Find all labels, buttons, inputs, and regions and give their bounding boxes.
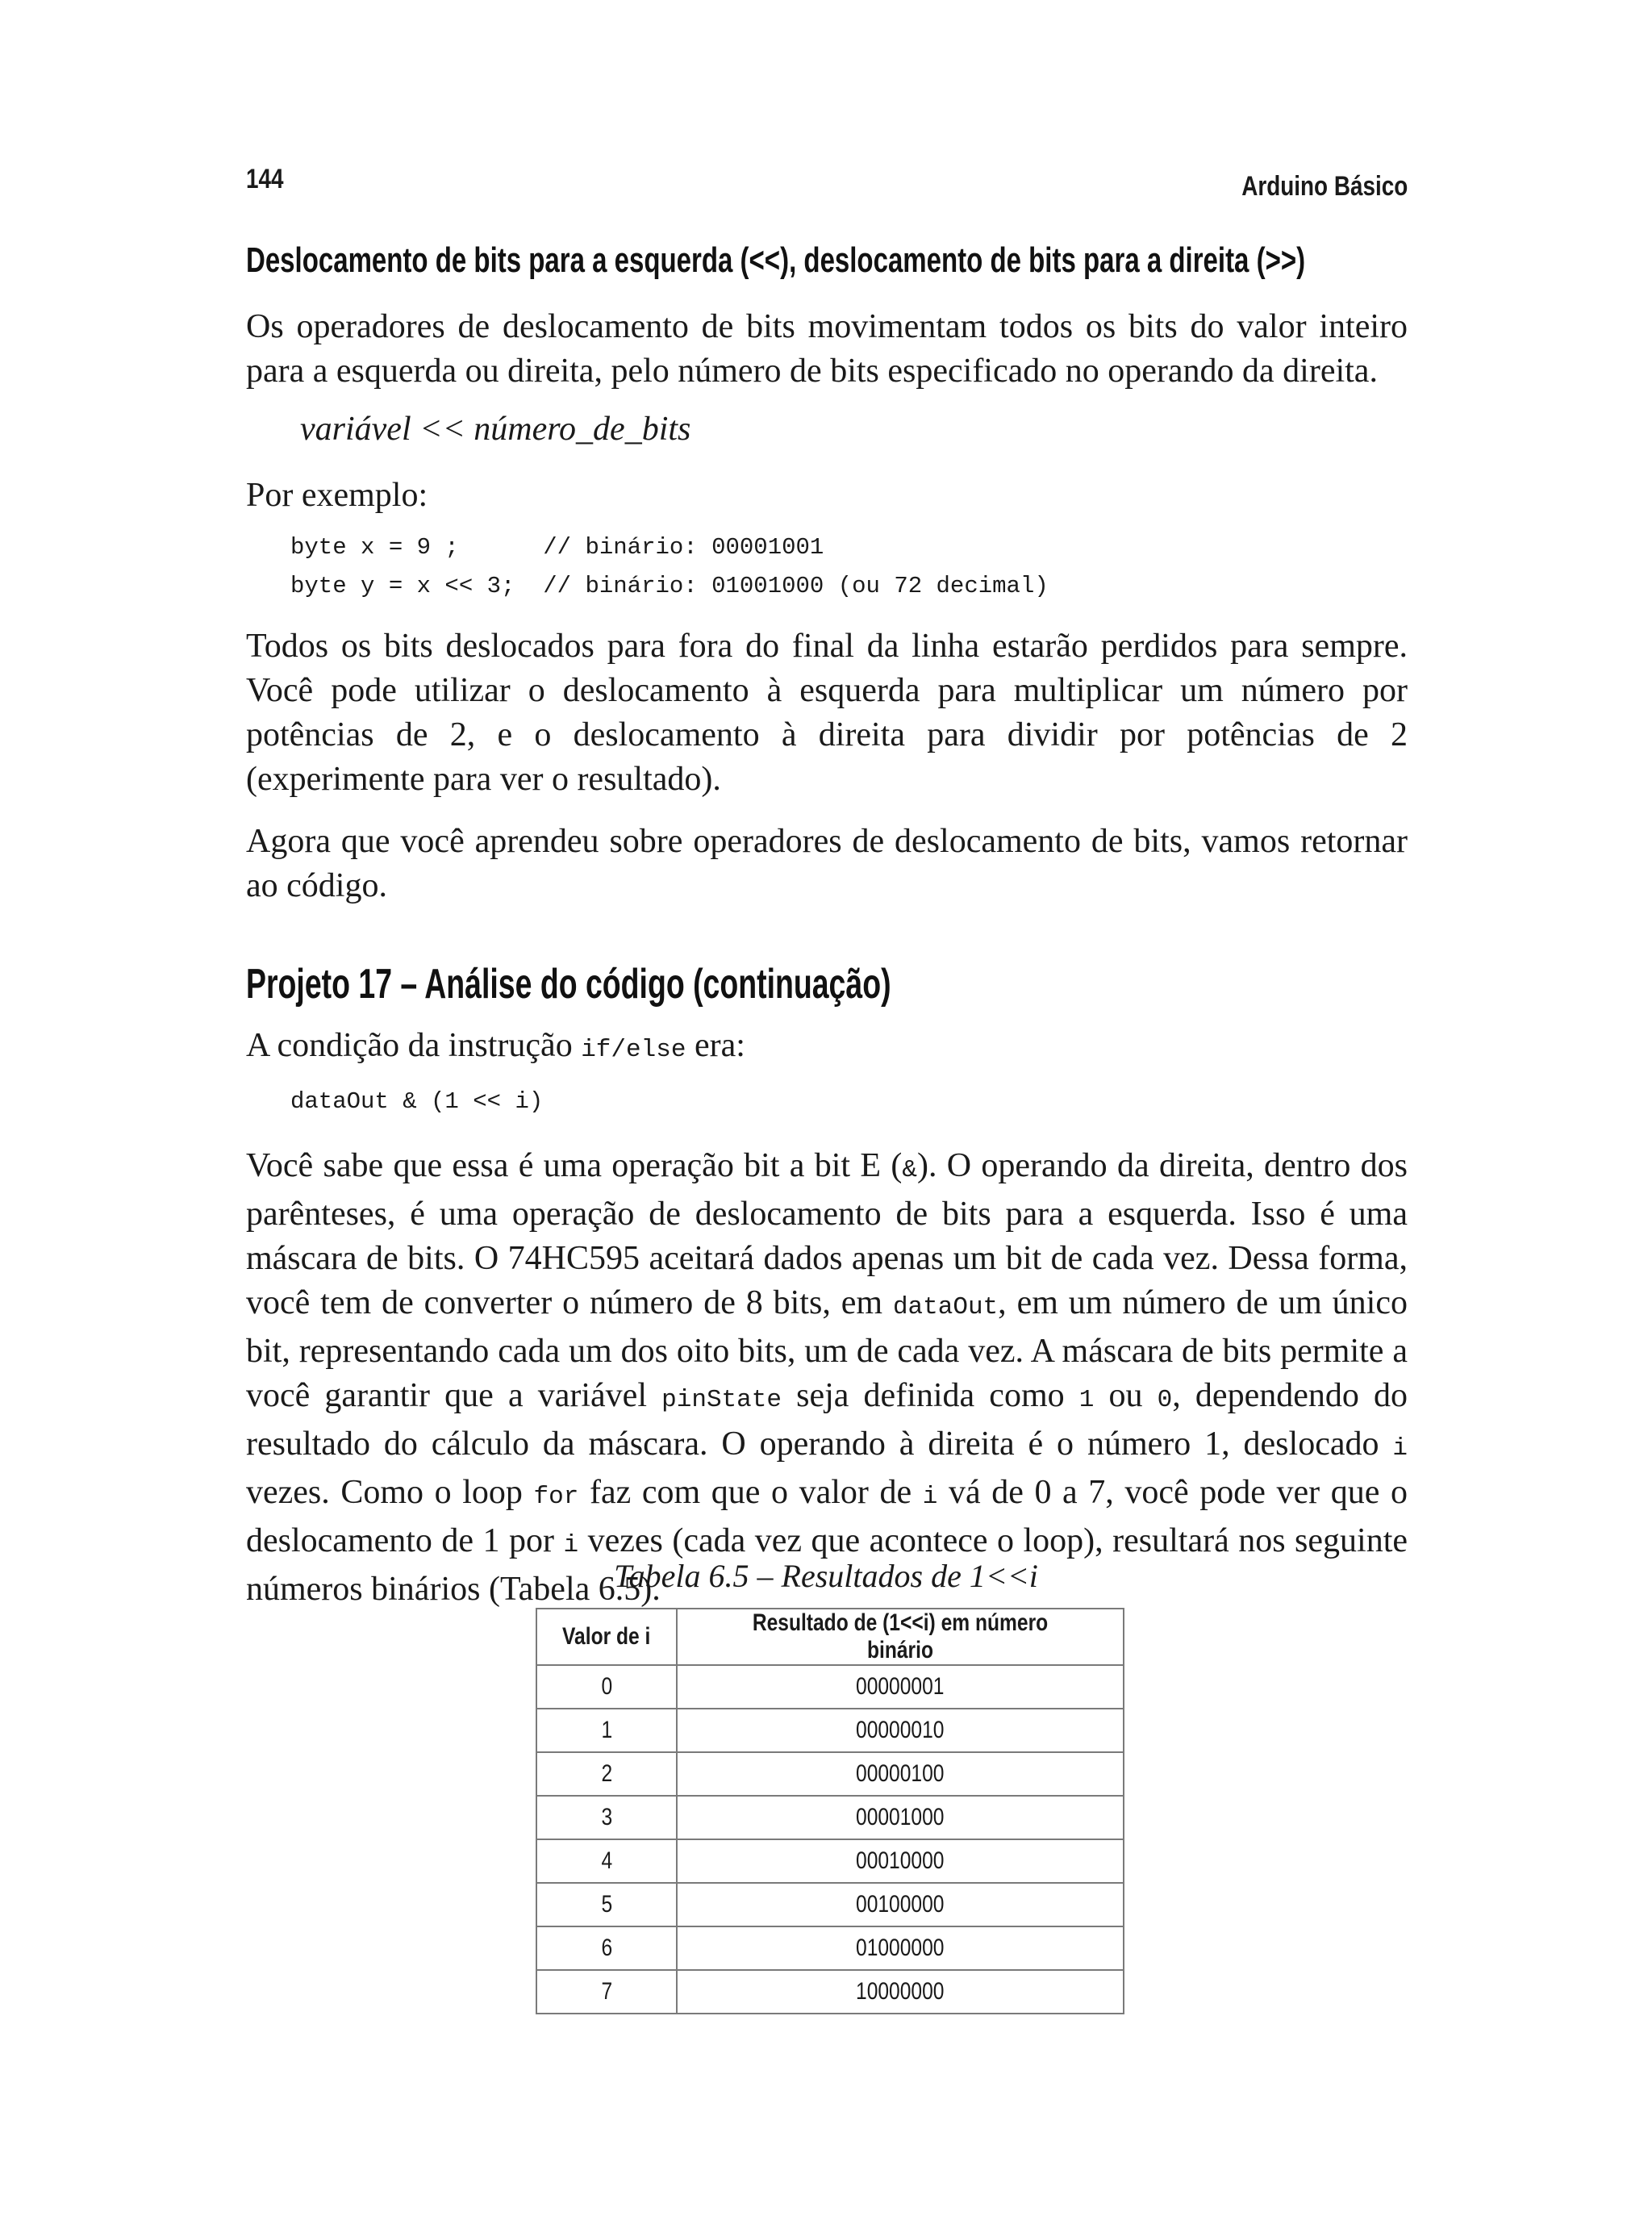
paragraph-bitmask-explanation <box>246 1144 1408 1612</box>
section-heading-project-17: Projeto 17 – Análise do código (continuação) <box>246 961 891 1008</box>
explanation-text: Você sabe que essa é uma operação bit a bit E ( <box>246 1147 903 1184</box>
cell-value-of-i: 5 <box>536 1883 677 1926</box>
running-header-title: Arduino Básico <box>1241 171 1408 202</box>
cell-value-of-i: 7 <box>536 1970 677 2014</box>
explanation-text: ou <box>1094 1377 1158 1414</box>
cell-binary-result: 01000000 <box>677 1926 1124 1970</box>
code-condition-line: dataOut & (1 << i) <box>290 1088 544 1115</box>
cell-value-of-i: 0 <box>536 1665 677 1709</box>
page-number: 144 <box>246 164 284 194</box>
inline-code: if/else <box>581 1036 686 1064</box>
cell-binary-result: 00001000 <box>677 1796 1124 1839</box>
results-table <box>536 1608 1124 2014</box>
condition-intro-text: era: <box>686 1027 745 1064</box>
table-row <box>536 1752 1124 1796</box>
condition-intro <box>246 1026 745 1065</box>
cell-binary-result: 00000010 <box>677 1709 1124 1752</box>
explanation-text: faz com que o valor de <box>578 1474 923 1511</box>
paragraph-return-to-code: Agora que você aprendeu sobre operadores de deslocamento de bits, vamos retornar ao código. <box>246 823 1408 904</box>
inline-code: i <box>922 1483 938 1511</box>
example-label: Por exemplo: <box>246 477 428 514</box>
explanation-text: , em um número de um único bit, representando cada um dos oito bits, um de cada vez. A máscara de bits permite a você garantir que a variável <box>246 1284 1408 1414</box>
table-row <box>536 1796 1124 1839</box>
cell-value-of-i: 2 <box>536 1752 677 1796</box>
table-row <box>536 1665 1124 1709</box>
table-row <box>536 1883 1124 1926</box>
cell-binary-result: 00000001 <box>677 1665 1124 1709</box>
inline-code: i <box>1392 1434 1408 1463</box>
explanation-text: vezes (cada vez que acontece o loop), resultará nos seguinte números binários (Tabela 6.5). <box>246 1522 1408 1608</box>
inline-code: dataOut <box>892 1293 999 1321</box>
condition-intro-text: A condição da instrução <box>246 1027 582 1064</box>
inline-code: i <box>563 1531 579 1559</box>
inline-code: & <box>902 1156 917 1184</box>
inline-code: for <box>533 1483 579 1511</box>
table-header-row <box>536 1609 1124 1665</box>
table-row <box>536 1709 1124 1752</box>
explanation-text: vezes. Como o loop <box>246 1474 534 1511</box>
cell-value-of-i: 3 <box>536 1796 677 1839</box>
paragraph-lost-bits: Todos os bits deslocados para fora do final da linha estarão perdidos para sempre. Você pode utilizar o deslocamento à esquerda para multiplicar um número por potências de 2, e o deslocamento à direita para dividir por potências de 2 (experimente para ver o resultado). <box>246 628 1408 798</box>
column-header: Resultado de (1<<i) em número binário <box>677 1609 1124 1665</box>
table-row <box>536 1970 1124 2014</box>
table-body <box>536 1665 1124 2014</box>
paragraph-shift-intro: Os operadores de deslocamento de bits movimentam todos os bits do valor inteiro para a esquerda ou direita, pelo número de bits especificado no operando da direita. <box>246 308 1408 390</box>
table-row <box>536 1839 1124 1883</box>
shift-syntax-formula: variável << número_de_bits <box>300 411 691 448</box>
explanation-text: , dependendo do resultado do cálculo da máscara. O operando à direita é o número 1, deslocado <box>246 1377 1408 1463</box>
column-header: Valor de i <box>536 1609 677 1665</box>
table-caption: Tabela 6.5 – Resultados de 1<<i <box>614 1558 1038 1594</box>
table-row <box>536 1926 1124 1970</box>
inline-code: pinState <box>661 1386 782 1414</box>
explanation-text: vá de 0 a 7, você pode ver que o deslocamento de 1 por <box>246 1474 1408 1559</box>
cell-binary-result: 00100000 <box>677 1883 1124 1926</box>
section-heading-bit-shift: Deslocamento de bits para a esquerda (<<), deslocamento de bits para a direita (>>) <box>246 240 1306 280</box>
explanation-text: ). O operando da direita, dentro dos parênteses, é uma operação de deslocamento de bits para a esquerda. Isso é uma máscara de bits. O 74HC595 aceitará dados apenas um bit de cada vez. Dessa forma, você tem de converter o número de 8 bits, em <box>246 1147 1408 1321</box>
inline-code: 1 <box>1078 1386 1095 1414</box>
code-example-block <box>290 528 1049 606</box>
cell-value-of-i: 6 <box>536 1926 677 1970</box>
cell-binary-result: 00010000 <box>677 1839 1124 1883</box>
cell-binary-result: 00000100 <box>677 1752 1124 1796</box>
code-line: byte y = x << 3; // binário: 01001000 (ou 72 decimal) <box>290 573 1049 599</box>
explanation-text: seja definida como <box>781 1377 1079 1414</box>
cell-binary-result: 10000000 <box>677 1970 1124 2014</box>
cell-value-of-i: 1 <box>536 1709 677 1752</box>
inline-code: 0 <box>1157 1386 1173 1414</box>
code-line: byte x = 9 ; // binário: 00001001 <box>290 534 824 561</box>
cell-value-of-i: 4 <box>536 1839 677 1883</box>
